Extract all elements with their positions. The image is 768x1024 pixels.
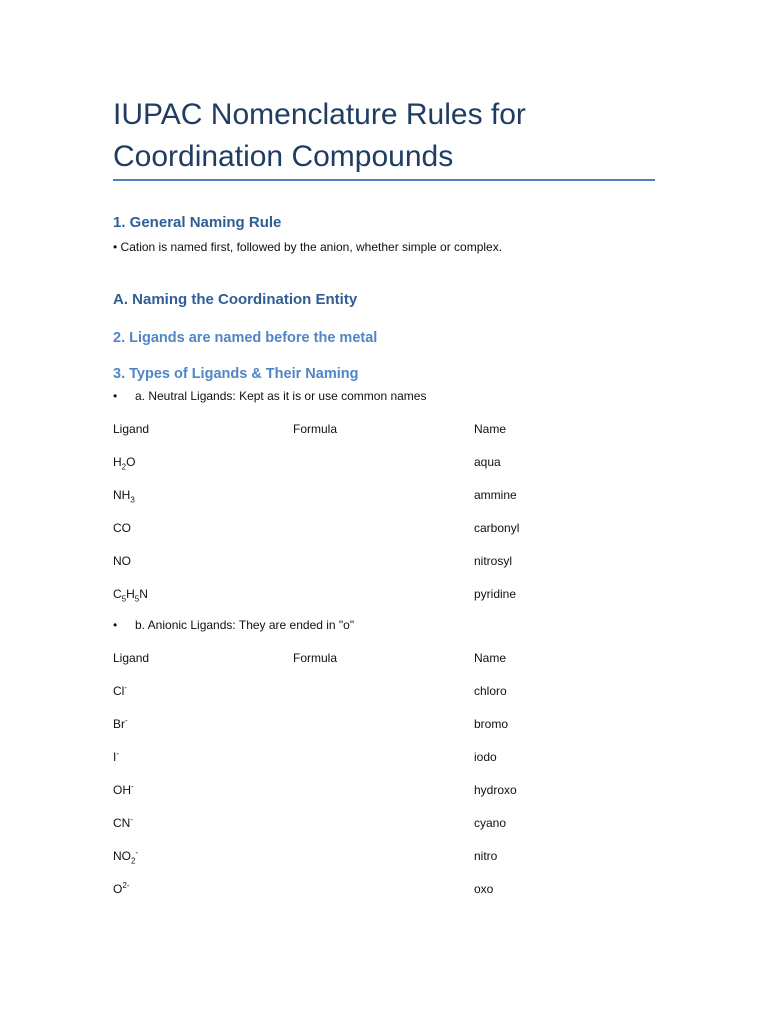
ligand-formula: Cl-	[113, 683, 128, 698]
table-header-row	[113, 650, 573, 683]
title-underline	[113, 179, 655, 181]
table-row	[113, 782, 573, 815]
ligand-name: hydroxo	[474, 783, 517, 797]
ligand-formula: $NH_3$	[113, 488, 135, 505]
section-3-heading: 3. Types of Ligands & Their Naming	[113, 366, 359, 382]
ligand-formula: CN-	[113, 815, 134, 830]
table-row	[113, 749, 573, 782]
table-row	[113, 881, 573, 914]
table-row	[113, 553, 573, 586]
page-title	[113, 94, 673, 178]
section-a-heading: A. Naming the Coordination Entity	[113, 291, 358, 308]
ligand-name: nitro	[474, 849, 498, 863]
ligand-name: cyano	[474, 816, 507, 830]
column-header-ligand: Ligand	[113, 422, 150, 436]
ligand-name: iodo	[474, 750, 497, 764]
ligand-formula: OH-	[113, 782, 134, 797]
table-row	[113, 520, 573, 553]
ligand-formula: I-	[113, 749, 120, 764]
neutral-ligands-table	[113, 421, 573, 619]
section-2-heading: 2. Ligands are named before the metal	[113, 330, 378, 346]
ligand-formula: $NO_2^-$	[113, 848, 139, 866]
column-header-formula: Formula	[293, 651, 338, 665]
bullet-icon: •	[113, 618, 118, 632]
table-row	[113, 815, 573, 848]
ligand-formula: Br-	[113, 716, 128, 731]
table-header-row	[113, 421, 573, 454]
column-header-formula: Formula	[293, 422, 338, 436]
ligand-formula: NO	[113, 554, 131, 568]
ligand-name: carbonyl	[474, 521, 520, 535]
column-header-name: Name	[474, 422, 507, 436]
ligand-name: bromo	[474, 717, 509, 731]
anionic-ligands-table	[113, 650, 573, 914]
ligand-name: chloro	[474, 684, 507, 698]
ligand-name: ammine	[474, 488, 517, 502]
table-row	[113, 454, 573, 487]
ligand-name: nitrosyl	[474, 554, 513, 568]
ligand-name: pyridine	[474, 587, 517, 601]
column-header-name: Name	[474, 651, 507, 665]
ligand-formula: CO	[113, 521, 131, 535]
ligand-formula: $C_5H_5N$	[113, 587, 148, 604]
column-header-ligand: Ligand	[113, 651, 150, 665]
table-row	[113, 683, 573, 716]
ligand-formula: $H_2O$	[113, 455, 136, 472]
table-row	[113, 716, 573, 749]
section-1-heading: 1. General Naming Rule	[113, 214, 282, 231]
page-title-line-1: IUPAC Nomenclature Rules for	[113, 98, 526, 131]
ligand-formula: $O^{2-}$	[113, 881, 130, 896]
page-title-line-2: Coordination Compounds	[113, 140, 454, 173]
table-row	[113, 848, 573, 881]
bullet-icon: •	[113, 389, 118, 403]
table-row	[113, 586, 573, 619]
table-row	[113, 487, 573, 520]
list-item-text: a. Neutral Ligands: Kept as it is or use common names	[135, 389, 427, 403]
ligand-name: oxo	[474, 882, 494, 896]
list-item-text: b. Anionic Ligands: They are ended in "o"	[135, 618, 355, 632]
section-1-text: • Cation is named first, followed by the anion, whether simple or complex.	[113, 240, 503, 254]
ligand-name: aqua	[474, 455, 501, 469]
